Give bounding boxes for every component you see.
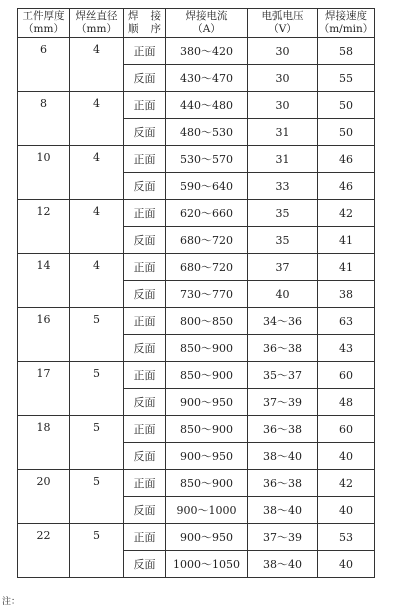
sequence-cell: 反面 — [124, 443, 166, 470]
sequence-cell: 正面 — [124, 38, 166, 65]
speed-cell: 60 — [318, 416, 375, 443]
header-current — [166, 9, 248, 38]
current-cell: 620～660 — [166, 200, 248, 227]
speed-cell: 53 — [318, 524, 375, 551]
voltage-cell: 35 — [248, 200, 318, 227]
thickness-cell: 14 — [18, 254, 70, 308]
header-sequence-char: 顺 — [128, 23, 139, 35]
table-body — [18, 38, 375, 578]
current-cell: 800～850 — [166, 308, 248, 335]
wire-diameter-cell: 4 — [70, 146, 124, 200]
sequence-cell: 反面 — [124, 497, 166, 524]
current-cell: 850～900 — [166, 362, 248, 389]
wire-diameter-cell: 5 — [70, 416, 124, 470]
table-row — [18, 38, 375, 65]
header-voltage-unit: （V） — [268, 23, 297, 35]
speed-cell: 46 — [318, 146, 375, 173]
header-sequence-char: 序 — [150, 23, 161, 35]
current-cell: 530～570 — [166, 146, 248, 173]
sequence-cell: 反面 — [124, 551, 166, 578]
speed-cell: 50 — [318, 119, 375, 146]
wire-diameter-cell: 5 — [70, 362, 124, 416]
thickness-cell: 12 — [18, 200, 70, 254]
header-sequence-line1 — [124, 10, 165, 23]
sequence-cell: 反面 — [124, 389, 166, 416]
speed-cell: 55 — [318, 65, 375, 92]
voltage-cell: 38～40 — [248, 497, 318, 524]
table-row — [18, 200, 375, 227]
footnote: 注： — [2, 597, 21, 607]
sequence-cell: 正面 — [124, 416, 166, 443]
voltage-cell: 37～39 — [248, 389, 318, 416]
sequence-cell: 正面 — [124, 254, 166, 281]
table-row — [18, 92, 375, 119]
speed-cell: 63 — [318, 308, 375, 335]
current-cell: 430～470 — [166, 65, 248, 92]
current-cell: 730～770 — [166, 281, 248, 308]
speed-cell: 60 — [318, 362, 375, 389]
speed-cell: 48 — [318, 389, 375, 416]
sequence-cell: 正面 — [124, 146, 166, 173]
current-cell: 680～720 — [166, 227, 248, 254]
speed-cell: 40 — [318, 443, 375, 470]
table-header — [18, 9, 375, 38]
voltage-cell: 30 — [248, 65, 318, 92]
voltage-cell: 37～39 — [248, 524, 318, 551]
thickness-cell: 20 — [18, 470, 70, 524]
sequence-cell: 正面 — [124, 308, 166, 335]
table-row — [18, 254, 375, 281]
voltage-cell: 38～40 — [248, 551, 318, 578]
header-wire-label: 焊丝直径 — [75, 10, 118, 22]
table-row — [18, 308, 375, 335]
speed-cell: 42 — [318, 470, 375, 497]
header-thickness-unit: （mm） — [23, 23, 64, 35]
voltage-cell: 38～40 — [248, 443, 318, 470]
header-speed-label: 焊接速度 — [325, 10, 367, 22]
header-sequence-line2 — [124, 23, 165, 36]
voltage-cell: 35 — [248, 227, 318, 254]
current-cell: 900～950 — [166, 524, 248, 551]
wire-diameter-cell: 5 — [70, 524, 124, 578]
sequence-cell: 正面 — [124, 92, 166, 119]
table-row — [18, 470, 375, 497]
speed-cell: 41 — [318, 227, 375, 254]
sequence-cell: 反面 — [124, 119, 166, 146]
current-cell: 850～900 — [166, 335, 248, 362]
voltage-cell: 33 — [248, 173, 318, 200]
table-row — [18, 524, 375, 551]
sequence-cell: 正面 — [124, 470, 166, 497]
wire-diameter-cell: 4 — [70, 38, 124, 92]
sequence-cell: 正面 — [124, 524, 166, 551]
header-thickness-label: 工件厚度 — [22, 10, 65, 22]
header-speed-unit: （m/min） — [318, 23, 374, 35]
voltage-cell: 36～38 — [248, 416, 318, 443]
table-row — [18, 146, 375, 173]
speed-cell: 40 — [318, 551, 375, 578]
speed-cell: 42 — [318, 200, 375, 227]
sequence-cell: 正面 — [124, 200, 166, 227]
header-sequence-char: 焊 — [128, 10, 139, 22]
header-voltage — [248, 9, 318, 38]
speed-cell: 43 — [318, 335, 375, 362]
current-cell: 1000～1050 — [166, 551, 248, 578]
sequence-cell: 正面 — [124, 362, 166, 389]
header-row — [18, 9, 375, 38]
table-row — [18, 416, 375, 443]
speed-cell: 41 — [318, 254, 375, 281]
header-speed — [318, 9, 375, 38]
speed-cell: 50 — [318, 92, 375, 119]
current-cell: 590～640 — [166, 173, 248, 200]
current-cell: 900～1000 — [166, 497, 248, 524]
voltage-cell: 40 — [248, 281, 318, 308]
voltage-cell: 36～38 — [248, 470, 318, 497]
current-cell: 900～950 — [166, 443, 248, 470]
wire-diameter-cell: 4 — [70, 92, 124, 146]
voltage-cell: 34～36 — [248, 308, 318, 335]
voltage-cell: 36～38 — [248, 335, 318, 362]
header-current-unit: （A） — [192, 23, 221, 35]
voltage-cell: 37 — [248, 254, 318, 281]
current-cell: 850～900 — [166, 416, 248, 443]
current-cell: 380～420 — [166, 38, 248, 65]
current-cell: 900～950 — [166, 389, 248, 416]
header-sequence — [124, 9, 166, 38]
document-page — [17, 8, 375, 578]
thickness-cell: 8 — [18, 92, 70, 146]
wire-diameter-cell: 5 — [70, 308, 124, 362]
sequence-cell: 反面 — [124, 281, 166, 308]
current-cell: 480～530 — [166, 119, 248, 146]
thickness-cell: 17 — [18, 362, 70, 416]
voltage-cell: 30 — [248, 92, 318, 119]
header-voltage-label: 电弧电压 — [261, 10, 304, 22]
voltage-cell: 30 — [248, 38, 318, 65]
speed-cell: 58 — [318, 38, 375, 65]
header-thickness — [18, 9, 70, 38]
welding-parameters-table — [17, 8, 375, 578]
voltage-cell: 35～37 — [248, 362, 318, 389]
wire-diameter-cell: 4 — [70, 200, 124, 254]
speed-cell: 38 — [318, 281, 375, 308]
wire-diameter-cell: 5 — [70, 470, 124, 524]
table-row — [18, 362, 375, 389]
sequence-cell: 反面 — [124, 227, 166, 254]
wire-diameter-cell: 4 — [70, 254, 124, 308]
thickness-cell: 16 — [18, 308, 70, 362]
current-cell: 440～480 — [166, 92, 248, 119]
current-cell: 680～720 — [166, 254, 248, 281]
sequence-cell: 反面 — [124, 335, 166, 362]
speed-cell: 40 — [318, 497, 375, 524]
thickness-cell: 18 — [18, 416, 70, 470]
thickness-cell: 6 — [18, 38, 70, 92]
header-wire — [70, 9, 124, 38]
header-current-label: 焊接电流 — [185, 10, 228, 22]
header-wire-unit: （mm） — [76, 23, 117, 35]
sequence-cell: 反面 — [124, 173, 166, 200]
thickness-cell: 10 — [18, 146, 70, 200]
sequence-cell: 反面 — [124, 65, 166, 92]
current-cell: 850～900 — [166, 470, 248, 497]
voltage-cell: 31 — [248, 146, 318, 173]
voltage-cell: 31 — [248, 119, 318, 146]
thickness-cell: 22 — [18, 524, 70, 578]
speed-cell: 46 — [318, 173, 375, 200]
header-sequence-char: 接 — [150, 10, 161, 22]
